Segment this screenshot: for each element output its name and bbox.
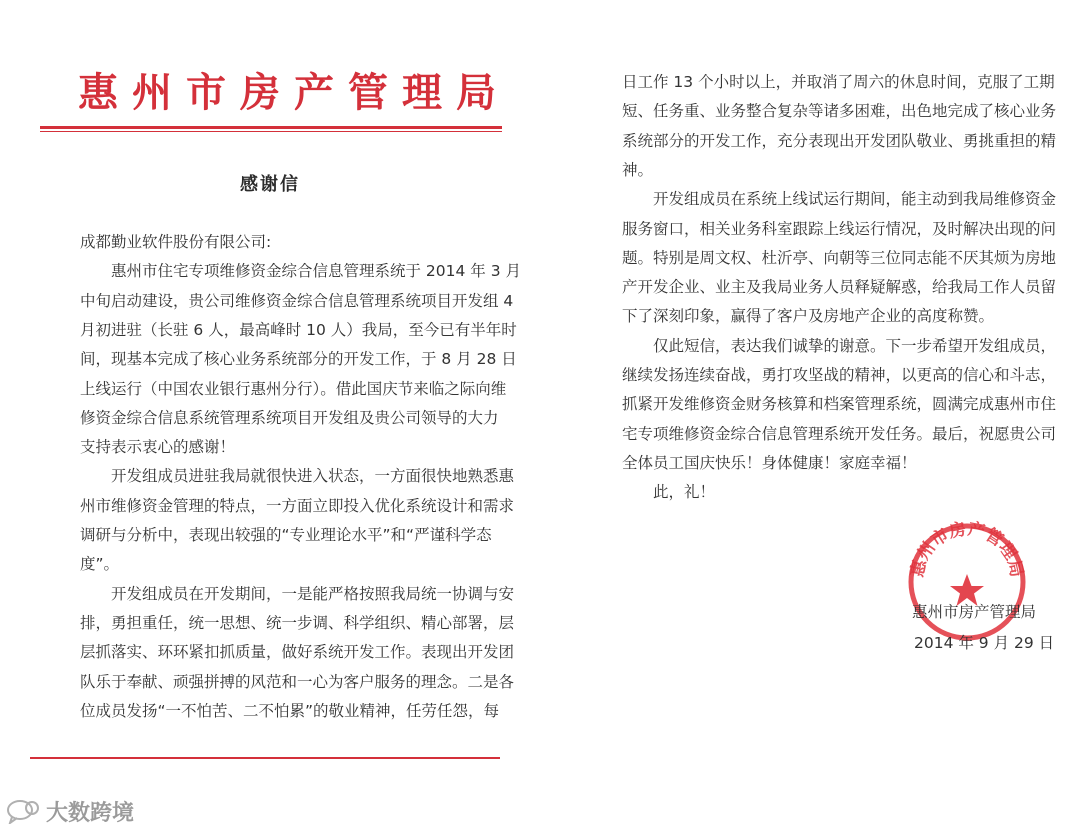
body-text-line: 开发组成员在开发期间，一是能严格按照我局统一协调与安 bbox=[80, 584, 515, 603]
body-text-line: 题。特别是周文权、杜沂亭、向朝等三位同志能不厌其烦为房地 bbox=[622, 248, 1057, 267]
body-text-line: 上线运行（中国农业银行惠州分行）。借此国庆节来临之际向维 bbox=[80, 379, 507, 398]
body-text-line: 继续发扬连续奋战，勇打攻坚战的精神，以更高的信心和斗志， bbox=[622, 366, 1057, 384]
body-text-line: 州市维修资金管理的特点，一方面立即投入优化系统设计和需求 bbox=[80, 496, 515, 515]
body-text-line: 月初进驻（长驻 6 人，最高峰时 10 人）我局，至今已有半年时 bbox=[80, 320, 517, 339]
letterhead-rule-top bbox=[40, 126, 502, 129]
body-text-line: 仅此短信，表达我们诚挚的谢意。下一步希望开发组成员， bbox=[622, 336, 1057, 355]
page-bottom-rule bbox=[30, 757, 500, 759]
body-text-line: 抓紧开发维修资金财务核算和档案管理系统，圆满完成惠州市住 bbox=[622, 395, 1057, 414]
letterhead-rule-bottom bbox=[40, 131, 502, 132]
signature-org: 惠州市房产管理局 bbox=[912, 603, 1037, 621]
body-text-line: 神。 bbox=[622, 160, 654, 179]
body-text-line: 中旬启动建设，贵公司维修资金综合信息管理系统项目开发组 4 bbox=[80, 291, 514, 310]
letter-title: 感谢信 bbox=[240, 174, 300, 195]
body-text-line: 位成员发扬“一不怕苦、二不怕累”的敬业精神，任劳任怨，每 bbox=[80, 701, 500, 720]
body-text-line: 开发组成员在系统上线试运行期间，能主动到我局维修资金 bbox=[622, 190, 1057, 209]
body-text-line: 系统部分的开发工作，充分表现出开发团队敬业、勇挑重担的精 bbox=[622, 131, 1057, 150]
body-text-line: 短、任务重、业务整合复杂等诸多困难，出色地完成了核心业务 bbox=[622, 102, 1057, 121]
body-text-line: 层抓落实、环环紧扣抓质量，做好系统开发工作。表现出开发团 bbox=[80, 643, 515, 662]
official-seal-stamp bbox=[905, 520, 1029, 644]
body-text-line: 全体员工国庆快乐！身体健康！家庭幸福！ bbox=[622, 453, 917, 472]
body-text-line: 产开发企业、业主及我局业务人员释疑解惑，给我局工作人员留 bbox=[622, 278, 1057, 297]
body-text-line: 宅专项维修资金综合信息管理系统开发任务。最后，祝愿贵公司 bbox=[622, 424, 1057, 443]
body-text-line: 支持表示衷心的感谢！ bbox=[80, 438, 236, 457]
seal-text: 惠州市房产管理局 bbox=[907, 520, 1027, 579]
body-text-line: 惠州市住宅专项维修资金综合信息管理系统于 2014 年 3 月 bbox=[80, 262, 522, 281]
body-text-line: 此，礼！ bbox=[622, 483, 716, 502]
body-text-line: 间，现基本完成了核心业务系统部分的开发工作，于 8 月 28 日 bbox=[80, 350, 517, 369]
body-text-line: 排，勇担重任，统一思想、统一步调、科学组织、精心部署，层 bbox=[80, 613, 515, 632]
chat-bubble-logo-icon bbox=[6, 798, 42, 824]
body-text-line: 修资金综合信息系统管理系统项目开发组及贵公司领导的大力 bbox=[80, 408, 499, 427]
letter-page-right bbox=[560, 0, 1080, 833]
body-text-line: 服务窗口，相关业务科室跟踪上线运行情况，及时解决出现的问 bbox=[622, 219, 1057, 238]
body-text-line: 日工作 13 个小时以上，并取消了周六的休息时间，克服了工期 bbox=[622, 73, 1055, 91]
body-text-line: 下了深刻印象，赢得了客户及房地产企业的高度称赞。 bbox=[622, 307, 995, 326]
watermark bbox=[6, 795, 186, 827]
body-text-line: 成都勤业软件股份有限公司: bbox=[80, 233, 272, 251]
body-text-line: 队乐于奉献、顽强拼搏的风范和一心为客户服务的理念。二是各 bbox=[80, 672, 515, 691]
body-text-line: 开发组成员进驻我局就很快进入状态，一方面很快地熟悉惠 bbox=[80, 467, 515, 486]
watermark-text: 大数跨境 bbox=[46, 800, 135, 826]
org-letterhead-title: 惠州市房产管理局 bbox=[78, 69, 510, 116]
signature-date: 2014 年 9 月 29 日 bbox=[914, 634, 1055, 652]
body-text-line: 调研与分析中，表现出较强的“专业理论水平”和“严谨科学态 bbox=[80, 526, 492, 544]
svg-text:惠州市房产管理局 bbox=[907, 520, 1027, 579]
body-text-line: 度”。 bbox=[80, 555, 120, 574]
